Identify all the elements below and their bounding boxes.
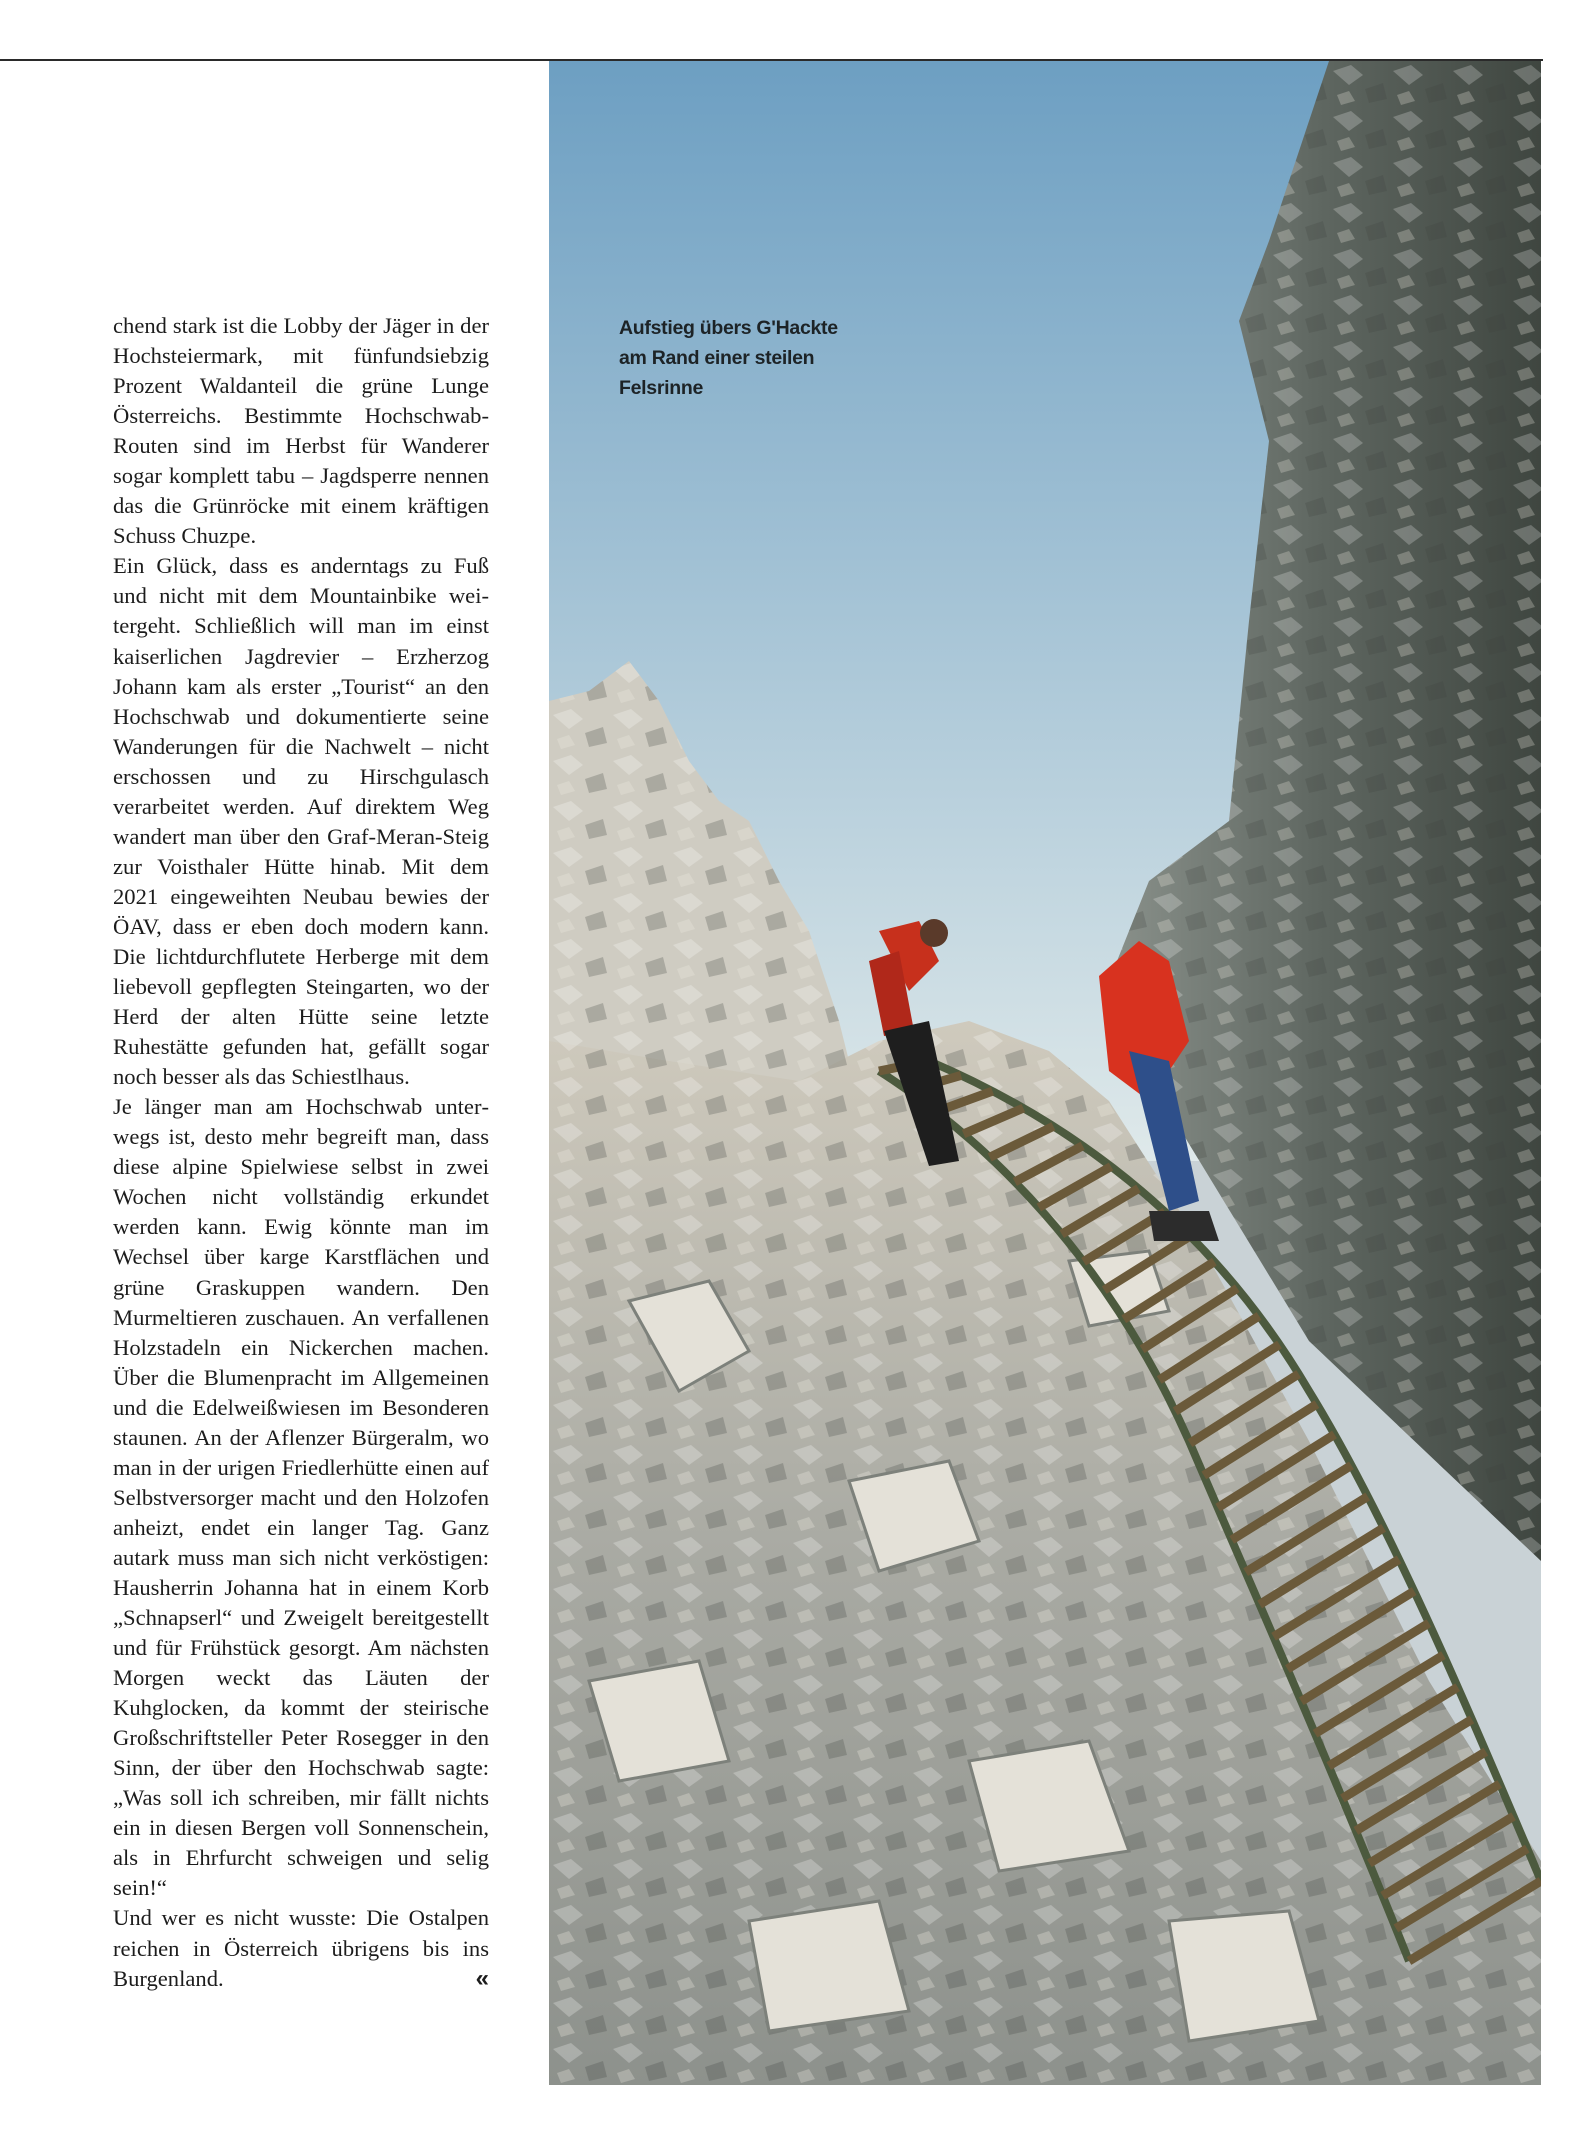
photo-caption: Aufstieg übers G'Hackte am Rand einer steilen Felsrinne: [619, 317, 838, 400]
article-paragraph-text: Und wer es nicht wusste: Die Ostalpen reichen in Österreich übrigens bis ins Burgenland.: [113, 1905, 489, 1991]
article-paragraph: Ein Glück, dass es anderntags zu Fuß und nicht mit dem Mountainbike weitergeht. Schließlich will man im einst kaiserlichen Jagdrevier – Erzherzog Johann kam als erster „Tourist“ an den Hochschwab und dokumentierte seine Wanderungen für die Nachwelt – nicht erschossen und zu Hirschgulasch verarbeitet werden. Auf direktem Weg wandert man über den Graf-Meran-Steig zur Voisthaler Hütte hinab. Mit dem 2021 eingeweihten Neubau bewies der ÖAV, dass er eben doch modern kann. Die lichtdurchflutete Herberge mit dem liebevoll gepflegten Steingarten, wo der Herd der alten Hütte seine letzte Ruhestätte gefunden hat, gefällt sogar noch besser als das Schiestlhaus.: [113, 553, 489, 1090]
article-paragraph: Je länger man am Hochschwab unterwegs ist, desto mehr begreift man, dass diese alpine Spielwiese selbst in zwei Wochen nicht vollständig erkundet werden kann. Ewig könnte man im Wechsel über karge Karstflächen und grüne Graskuppen wandern. Den Murmeltieren zuschauen. An verfallenen Holzstadeln ein Nickerchen machen. Über die Blumenpracht im Allgemeinen und die Edelweißwiesen im Besonderen staunen. An der Aflenzer Bürgeralm, wo man in der urigen Friedlerhütte einen auf Selbstversorger macht und den Holzofen anheizt, endet ein langer Tag. Ganz autark muss man sich nicht verköstigen: Hausherrin Johanna hat in einem Korb „Schnapserl“ und Zweigelt bereitgestellt und für Frühstück gesorgt. Am nächsten Morgen weckt das Läuten der Kuhglocken, da kommt der steirische Großschriftsteller Peter Rosegger in den Sinn, der über den Hochschwab sagte: „Was soll ich schreiben, mir fällt nichts ein in diesen Bergen voll Sonnenschein, als in Ehrfurcht schweigen und selig sein!“: [113, 1094, 489, 1901]
article-paragraph: chend stark ist die Lobby der Jäger in der Hochsteiermark, mit fünfundsiebzig Prozent Waldanteil die grüne Lunge Österreichs. Bestimmte Hochschwab-Routen sind im Herbst für Wanderer sogar komplett tabu – Jagdsperre nennen das die Grünröcke mit einem kräftigen Schuss Chuzpe.: [113, 313, 489, 549]
article-body-column: [113, 311, 489, 1994]
article-paragraph: [113, 1903, 489, 1993]
end-of-article-mark: «: [475, 1964, 489, 1992]
